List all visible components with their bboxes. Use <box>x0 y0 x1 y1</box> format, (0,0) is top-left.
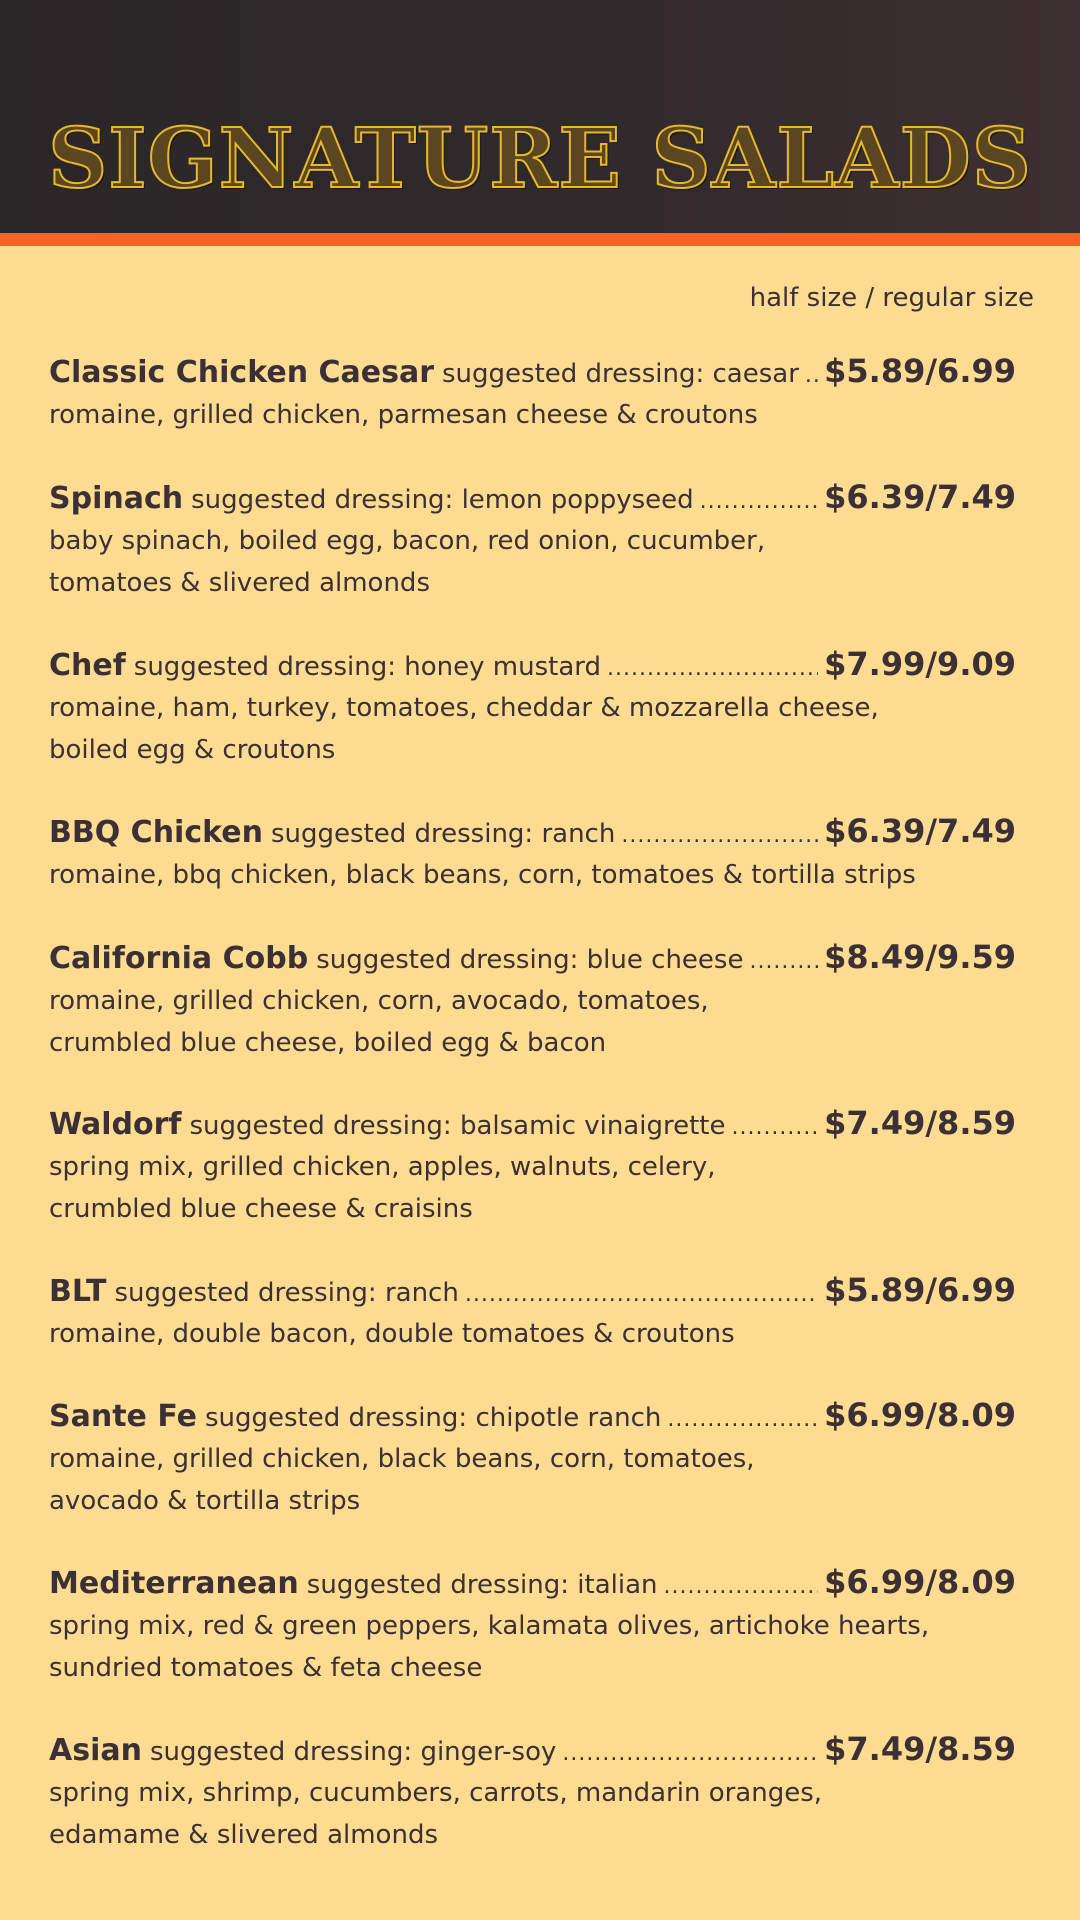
menu-item-heading <box>49 938 1016 980</box>
menu-item-description: crumbled blue cheese, boiled egg & bacon <box>49 1028 607 1058</box>
menu-item-name: BBQ Chicken <box>49 815 263 850</box>
menu-item-price: $5.89/6.99 <box>824 1271 1016 1309</box>
menu-item-price: $8.49/9.59 <box>824 938 1016 976</box>
dot-leader <box>621 823 818 848</box>
menu-item-name: Asian <box>49 1733 142 1768</box>
menu-item-description: spring mix, shrimp, cucumbers, carrots, mandarin oranges, <box>49 1778 823 1808</box>
menu-item-dressing: suggested dressing: caesar <box>442 359 799 389</box>
menu-item <box>49 1271 1016 1355</box>
menu-item-description: spring mix, grilled chicken, apples, walnuts, celery, <box>49 1152 716 1182</box>
menu-item-description: spring mix, red & green peppers, kalamata olives, artichoke hearts, <box>49 1611 930 1641</box>
dot-leader <box>562 1741 818 1766</box>
page-title: SIGNATURE SALADS <box>48 111 1032 207</box>
dot-leader <box>667 1407 818 1432</box>
menu-item-name: Sante Fe <box>49 1399 197 1434</box>
dot-leader <box>465 1282 818 1307</box>
menu-item <box>49 1563 1016 1689</box>
header-accent-stripe <box>0 233 1080 246</box>
menu-item-name: BLT <box>49 1274 107 1309</box>
dot-leader <box>663 1574 818 1599</box>
menu-item-price: $7.49/8.59 <box>824 1730 1016 1768</box>
menu-item-heading <box>49 1104 1016 1146</box>
menu-item-heading <box>49 645 1016 687</box>
menu-item-dressing: suggested dressing: balsamic vinaigrette <box>189 1111 726 1141</box>
menu-item-description: edamame & slivered almonds <box>49 1820 438 1850</box>
menu-item-dressing: suggested dressing: lemon poppyseed <box>191 485 694 515</box>
dot-leader <box>805 363 818 388</box>
menu-item-description: romaine, bbq chicken, black beans, corn, tomatoes & tortilla strips <box>49 860 916 890</box>
menu-item-description: romaine, grilled chicken, black beans, corn, tomatoes, <box>49 1444 755 1474</box>
menu-item-description: sundried tomatoes & feta cheese <box>49 1653 483 1683</box>
menu-item-price: $6.39/7.49 <box>824 478 1016 516</box>
menu-item-heading <box>49 478 1016 520</box>
menu-item-description: romaine, grilled chicken, corn, avocado, tomatoes, <box>49 986 709 1016</box>
menu-item-dressing: suggested dressing: blue cheese <box>316 945 744 975</box>
dot-leader <box>700 489 819 514</box>
menu-item <box>49 645 1016 771</box>
menu-item-dressing: suggested dressing: ginger-soy <box>149 1737 557 1767</box>
menu-item-heading <box>49 1271 1016 1313</box>
dot-leader <box>731 1115 818 1140</box>
menu-item-name: Mediterranean <box>49 1566 299 1601</box>
menu-item-name: Spinach <box>49 481 184 516</box>
menu-item <box>49 478 1016 604</box>
menu-item-heading <box>49 812 1016 854</box>
dot-leader <box>749 949 818 974</box>
menu-item-description: romaine, double bacon, double tomatoes & croutons <box>49 1319 735 1349</box>
menu-item <box>49 812 1016 896</box>
menu-item-price: $7.49/8.59 <box>824 1104 1016 1142</box>
menu-item-description: crumbled blue cheese & craisins <box>49 1194 473 1224</box>
menu-item-price: $7.99/9.09 <box>824 645 1016 683</box>
menu-item-name: California Cobb <box>49 941 309 976</box>
menu-item-description: baby spinach, boiled egg, bacon, red onion, cucumber, <box>49 526 766 556</box>
menu-item-price: $6.39/7.49 <box>824 812 1016 850</box>
menu-item-dressing: suggested dressing: ranch <box>270 819 616 849</box>
menu-item-dressing: suggested dressing: italian <box>306 1570 658 1600</box>
menu-item <box>49 352 1016 436</box>
menu-item-heading <box>49 352 1016 394</box>
menu-item-heading <box>49 1730 1016 1772</box>
menu-item-name: Classic Chicken Caesar <box>49 355 435 390</box>
menu-item <box>49 1396 1016 1522</box>
menu-item-price: $6.99/8.09 <box>824 1396 1016 1434</box>
menu-item <box>49 1104 1016 1230</box>
menu-item-dressing: suggested dressing: honey mustard <box>133 652 601 682</box>
menu-item-heading <box>49 1563 1016 1605</box>
dot-leader <box>607 656 818 681</box>
menu-item-dressing: suggested dressing: chipotle ranch <box>204 1403 662 1433</box>
menu-item-description: tomatoes & slivered almonds <box>49 568 430 598</box>
menu-item-description: romaine, ham, turkey, tomatoes, cheddar & mozzarella cheese, <box>49 693 879 723</box>
size-note: half size / regular size <box>749 283 1034 313</box>
menu-item-name: Chef <box>49 648 126 683</box>
menu-item-name: Waldorf <box>49 1107 182 1142</box>
menu-item <box>49 1730 1016 1856</box>
menu-item-description: boiled egg & croutons <box>49 735 336 765</box>
menu-item-dressing: suggested dressing: ranch <box>114 1278 459 1308</box>
menu-item-price: $6.99/8.09 <box>824 1563 1016 1601</box>
menu-item-price: $5.89/6.99 <box>824 352 1016 390</box>
menu-item-heading <box>49 1396 1016 1438</box>
menu-item-description: romaine, grilled chicken, parmesan cheese & croutons <box>49 400 758 430</box>
menu-item <box>49 938 1016 1064</box>
menu-item-description: avocado & tortilla strips <box>49 1486 361 1516</box>
